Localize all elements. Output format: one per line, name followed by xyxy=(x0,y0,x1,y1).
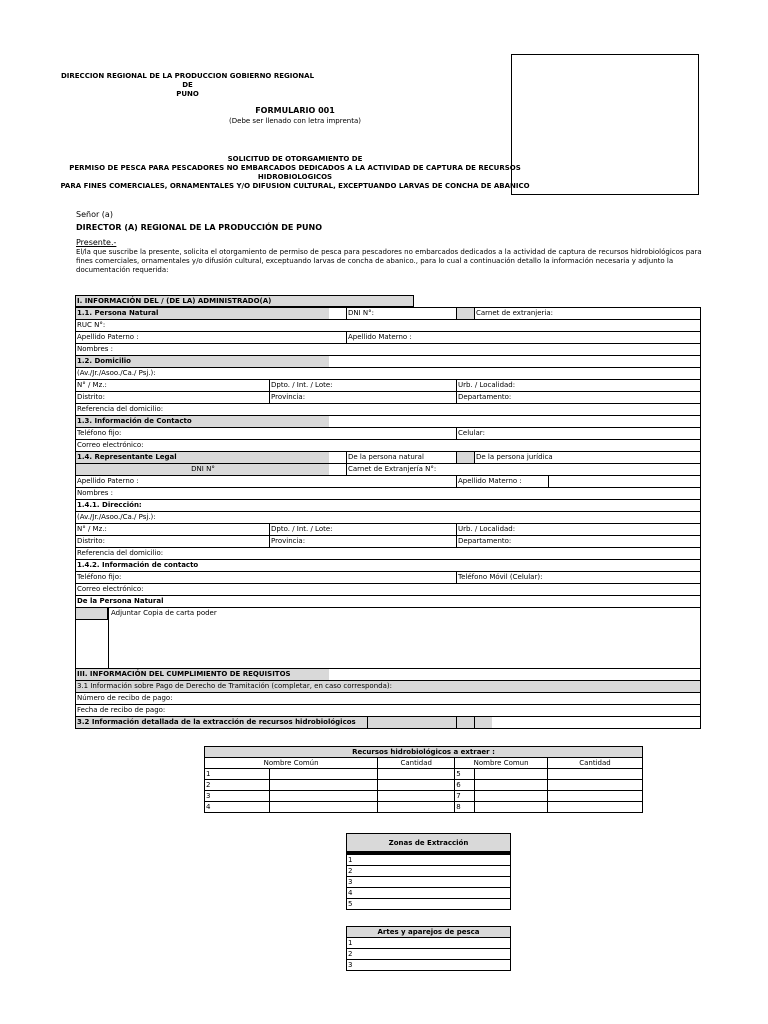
cantidad-cell[interactable] xyxy=(548,769,643,780)
row-direccion-rep xyxy=(76,500,700,512)
row-num-left: 3 xyxy=(205,791,270,802)
pago-title: 3.1 Información sobre Pago de Derecho de Tramitación (completar, en caso corresponda): xyxy=(77,682,392,690)
carnet-label: Carnet de extranjeria: xyxy=(474,308,700,319)
provincia-rep-label: Provincia: xyxy=(269,536,456,547)
row-nombres[interactable] xyxy=(76,344,700,356)
numero-recibo-label: Número de recibo de pago: xyxy=(77,694,173,702)
recursos-title: Recursos hidrobiológicos a extraer : xyxy=(205,747,643,758)
row-telefono-rep[interactable] xyxy=(76,572,700,584)
table-row[interactable] xyxy=(205,791,643,802)
zonas-title: Zonas de Extracción xyxy=(347,834,511,854)
distrito-rep-label: Distrito: xyxy=(77,537,105,545)
table-row[interactable] xyxy=(205,769,643,780)
nombre-cell[interactable] xyxy=(270,802,378,813)
dni-rep-label: DNI N° xyxy=(76,464,329,475)
carnet-rep-label: Carnet de Extranjería N°: xyxy=(346,464,700,475)
row-persona-natural xyxy=(76,308,700,320)
distrito-label: Distrito: xyxy=(77,393,105,401)
row-via-rep[interactable] xyxy=(76,512,700,524)
urb-label: Urb. / Localidad: xyxy=(456,380,700,391)
col-nombre-comun-2: Nombre Comun xyxy=(455,758,548,769)
row-de-la-persona-natural xyxy=(76,596,700,608)
telefono-label: Teléfono fijo: xyxy=(77,429,122,437)
row-correo-rep[interactable] xyxy=(76,584,700,596)
subject-line3: PARA FINES COMERCIALES, ORNAMENTALES Y/O DIFUSION CULTURAL, EXCEPTUANDO LARVAS DE CONCHA DE ABANICO xyxy=(60,182,530,190)
row-num-right: 6 xyxy=(455,780,475,791)
urb-rep-label: Urb. / Localidad: xyxy=(456,524,700,535)
departamento-rep-label: Departamento: xyxy=(456,536,700,547)
ap-materno-rep-input[interactable] xyxy=(548,476,700,487)
artes-table xyxy=(346,926,511,971)
nro-label: N° / Mz.: xyxy=(77,381,107,389)
row-distrito[interactable] xyxy=(76,392,700,404)
table-row[interactable] xyxy=(347,899,511,910)
table-row[interactable] xyxy=(347,938,511,949)
dni-input[interactable] xyxy=(456,308,474,319)
row-fecha-recibo[interactable] xyxy=(76,705,700,717)
representante-label: 1.4. Representante Legal xyxy=(76,452,329,463)
ap-paterno-label: Apellido Paterno : xyxy=(77,333,139,341)
table-row[interactable] xyxy=(347,853,511,866)
ap-materno-label: Apellido Materno : xyxy=(346,332,700,343)
section1-title xyxy=(75,295,414,307)
detalle-filler-1 xyxy=(367,717,456,728)
cantidad-cell[interactable] xyxy=(548,791,643,802)
row-referencia[interactable] xyxy=(76,404,700,416)
nombre-cell[interactable] xyxy=(270,791,378,802)
via-rep-label: (Av./Jr./Asoo./Ca./ Psj.): xyxy=(77,513,156,521)
photo-box[interactable] xyxy=(511,54,699,195)
table-row[interactable] xyxy=(347,888,511,899)
row-detalle-title xyxy=(76,717,700,729)
zona-row-num: 1 xyxy=(347,853,511,866)
arte-row-num: 2 xyxy=(347,949,511,960)
ap-materno-rep-label: Apellido Materno : xyxy=(456,476,548,487)
table-row[interactable] xyxy=(347,877,511,888)
row-contacto-rep xyxy=(76,560,700,572)
departamento-label: Departamento: xyxy=(456,392,700,403)
section1-title-text: I. INFORMACIÓN DEL / (DE LA) ADMINISTRADO(A) xyxy=(77,297,272,305)
row-ruc[interactable] xyxy=(76,320,700,332)
section3-title: III. INFORMACIÓN DEL CUMPLIMIENTO DE REQUISITOS xyxy=(76,669,329,680)
correo-label: Correo electrónico: xyxy=(77,441,144,449)
form-title: FORMULARIO 001 xyxy=(255,106,335,115)
nro-rep-label: N° / Mz.: xyxy=(77,525,107,533)
table-row[interactable] xyxy=(347,949,511,960)
table-row[interactable] xyxy=(205,780,643,791)
arte-row-num: 1 xyxy=(347,938,511,949)
celular-label: Celular: xyxy=(456,428,700,439)
de-persona-natural-label: De la persona natural xyxy=(346,452,456,463)
form-note: (Debe ser llenado con letra imprenta) xyxy=(229,117,361,125)
telefono-movil-label: Teléfono Móvil (Celular): xyxy=(456,572,700,583)
fecha-recibo-label: Fecha de recibo de pago: xyxy=(77,706,166,714)
recursos-table xyxy=(204,746,643,813)
nombres-rep-label: Nombres : xyxy=(77,489,114,497)
zonas-table xyxy=(346,833,511,910)
recursos-header-row xyxy=(205,758,643,769)
nombre-cell[interactable] xyxy=(475,769,548,780)
detalle-filler-2 xyxy=(456,717,474,728)
row-nro[interactable] xyxy=(76,380,700,392)
contacto-label: 1.3. Información de Contacto xyxy=(76,416,329,427)
table-row[interactable] xyxy=(347,866,511,877)
dpto-label: Dpto. / Int. / Lote: xyxy=(269,380,456,391)
subject-line1: SOLICITUD DE OTORGAMIENTO DE xyxy=(227,155,363,163)
row-nombres-rep[interactable] xyxy=(76,488,700,500)
nombres-label: Nombres : xyxy=(77,345,114,353)
letter-body-line1: El/la que suscribe la presente, solicita el otorgamiento de permiso de pesca para pescadores no embarcados dedicados a la actividad de captura de recursos hidrobiológicos para xyxy=(76,248,702,256)
cantidad-cell[interactable] xyxy=(548,780,643,791)
cantidad-cell[interactable] xyxy=(548,802,643,813)
form-subject xyxy=(60,155,530,191)
carta-poder-check[interactable] xyxy=(76,608,108,620)
row-pago-title xyxy=(76,681,700,693)
row-correo[interactable] xyxy=(76,440,700,452)
nombre-cell[interactable] xyxy=(270,780,378,791)
addressee: DIRECTOR (A) REGIONAL DE LA PRODUCCIÓN DE PUNO xyxy=(76,223,323,232)
cantidad-cell[interactable] xyxy=(378,780,455,791)
domicilio-label: 1.2. Domicilio xyxy=(76,356,329,367)
direccion-rep-label: 1.4.1. Dirección: xyxy=(77,501,142,509)
row-representante xyxy=(76,452,700,464)
nombre-cell[interactable] xyxy=(475,780,548,791)
row-num-left: 1 xyxy=(205,769,270,780)
col-cantidad-2: Cantidad xyxy=(548,758,643,769)
dni-label: DNI N°: xyxy=(346,308,456,319)
row-nro-rep[interactable] xyxy=(76,524,700,536)
cantidad-cell[interactable] xyxy=(378,802,455,813)
row-num-right: 7 xyxy=(455,791,475,802)
carta-poder-divider xyxy=(108,608,109,668)
ruc-label: RUC N°: xyxy=(77,321,106,329)
persona-natural-label: 1.1. Persona Natural xyxy=(76,308,329,319)
row-num-right: 5 xyxy=(455,769,475,780)
arte-row-num: 3 xyxy=(347,960,511,971)
letter-body-line3: documentación requerida: xyxy=(76,266,169,274)
org-name xyxy=(60,72,315,99)
zona-row-num: 2 xyxy=(347,866,511,877)
de-persona-natural-check[interactable] xyxy=(456,452,474,463)
table-row[interactable] xyxy=(347,960,511,971)
row-num-left: 2 xyxy=(205,780,270,791)
org-name-line2: PUNO xyxy=(176,90,199,98)
cantidad-cell[interactable] xyxy=(378,791,455,802)
adjuntar-label: Adjuntar Copia de carta poder xyxy=(111,609,217,617)
zona-row-num: 4 xyxy=(347,888,511,899)
via-label: (Av./Jr./Asoo./Ca./ Psj.): xyxy=(77,369,156,377)
detalle-title: 3.2 Información detallada de la extracción de recursos hidrobiológicos xyxy=(76,717,367,728)
org-name-line1: DIRECCION REGIONAL DE LA PRODUCCION GOBIERNO REGIONAL DE xyxy=(60,72,315,89)
de-la-persona-natural-label: De la Persona Natural xyxy=(77,597,164,605)
detalle-filler-3 xyxy=(474,717,492,728)
row-distrito-rep[interactable] xyxy=(76,536,700,548)
presente: Presente.- xyxy=(76,238,117,247)
nombre-cell[interactable] xyxy=(475,791,548,802)
referencia-label: Referencia del domicilio: xyxy=(77,405,164,413)
artes-title: Artes y aparejos de pesca xyxy=(347,927,511,938)
de-persona-juridica-label: De la persona jurídica xyxy=(474,452,700,463)
provincia-label: Provincia: xyxy=(269,392,456,403)
row-apellidos[interactable] xyxy=(76,332,700,344)
telefono-rep-label: Teléfono fijo: xyxy=(77,573,122,581)
correo-rep-label: Correo electrónico: xyxy=(77,585,144,593)
row-via[interactable] xyxy=(76,368,700,380)
salutation: Señor (a) xyxy=(76,210,113,219)
zona-row-num: 5 xyxy=(347,899,511,910)
row-dni-rep[interactable] xyxy=(76,464,700,476)
letter-body-line2: fines comerciales, ornamentales y/o difusión cultural, exceptuando larvas de concha de abanico., para lo cual a continuación detallo la información necesaria y adjunto la xyxy=(76,257,674,265)
col-cantidad-1: Cantidad xyxy=(378,758,455,769)
row-contacto xyxy=(76,416,700,428)
row-telefono[interactable] xyxy=(76,428,700,440)
row-domicilio xyxy=(76,356,700,368)
letter-body xyxy=(76,248,701,275)
subject-line2: PERMISO DE PESCA PARA PESCADORES NO EMBARCADOS DEDICADOS A LA ACTIVIDAD DE CAPTURA DE RECURSOS HIDROBIOLOGICOS xyxy=(69,164,521,181)
row-section3-title xyxy=(76,669,700,681)
row-num-right: 8 xyxy=(455,802,475,813)
row-carta-poder xyxy=(76,608,700,669)
row-referencia-rep[interactable] xyxy=(76,548,700,560)
main-form xyxy=(75,307,701,729)
ap-paterno-rep-label: Apellido Paterno : xyxy=(77,477,139,485)
contacto-rep-label: 1.4.2. Información de contacto xyxy=(77,561,199,569)
cantidad-cell[interactable] xyxy=(378,769,455,780)
referencia-rep-label: Referencia del domicilio: xyxy=(77,549,164,557)
nombre-cell[interactable] xyxy=(475,802,548,813)
dpto-rep-label: Dpto. / Int. / Lote: xyxy=(269,524,456,535)
zona-row-num: 3 xyxy=(347,877,511,888)
row-numero-recibo[interactable] xyxy=(76,693,700,705)
row-num-left: 4 xyxy=(205,802,270,813)
row-apellidos-rep[interactable] xyxy=(76,476,700,488)
col-nombre-comun-1: Nombre Común xyxy=(205,758,378,769)
table-row[interactable] xyxy=(205,802,643,813)
nombre-cell[interactable] xyxy=(270,769,378,780)
